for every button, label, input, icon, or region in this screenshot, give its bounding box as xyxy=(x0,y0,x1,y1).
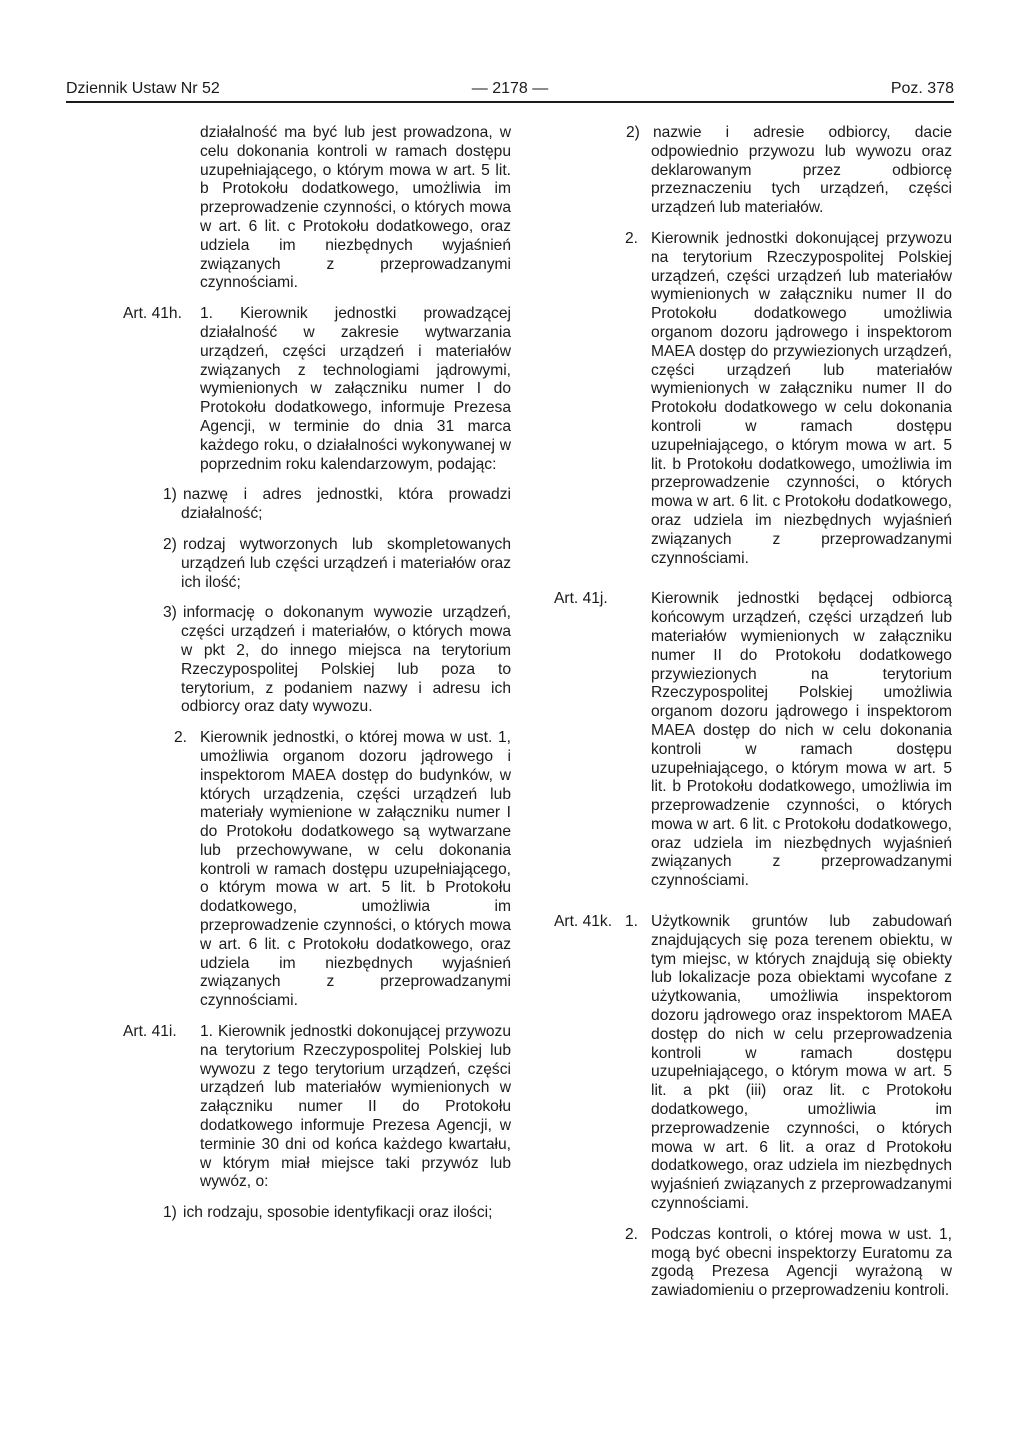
para-text: Kierownik jednostki dokonującej przywozu na terytorium Rzeczypospolitej Polskiej urządzeń, części urządzeń lub materiałów wymienionych w załączniku numer II do Protokołu dodatkowego umożliwia organom dozoru jądrowego i inspektorom MAEA dostęp do przywiezionych urządzeń, części urządzeń lub materiałów wymienionych w załączniku numer II do Protokołu dodatkowego w celu dokonania kontroli w ramach dostępu uzupełniającego, o którym mowa w art. 5 lit. b Protokołu dodatkowego, umożliwia im przeprowadzenie czynności, o których mowa w art. 6 lit. c Protokołu dodatkowego, oraz udziela im niezbędnych wyjaśnień związanych z przeprowadzanymi czynnościami. xyxy=(651,229,952,567)
article-41j xyxy=(548,590,952,891)
article-41h-para2 xyxy=(123,729,511,1011)
para-number: 1. xyxy=(200,1023,214,1041)
para-number: 2. xyxy=(625,1225,639,1243)
intro-text: działalność ma być lub jest prowadzona, w celu dokonania kontroli w ramach dostępu uzupełniającego, o którym mowa w art. 5 lit. b Protokołu dodatkowego, umożliwia im przeprowadzenie czynności, o których mowa w art. 6 lit. c Protokołu dodatkowego, oraz udziela im niezbędnych wyjaśnień związanych z przeprowadzanymi czynnościami. xyxy=(200,124,511,292)
article-41k xyxy=(548,913,952,1214)
para-number: 2. xyxy=(174,729,188,747)
item-text: ich rodzaju, sposobie identyfikacji oraz ilości; xyxy=(183,1204,493,1222)
header-rule xyxy=(66,101,954,103)
article-41i-para1 xyxy=(200,1023,511,1192)
item-number: 1) xyxy=(163,486,177,504)
item-text: informację o dokonanym wywozie urządzeń, części urządzeń i materiałów, o których mowa w pkt 2, do innego miejsca na terytorium Rzeczypospolitej Polskiej lub poza to terytorium, z podaniem nazwy i adresu ich odbiorcy oraz daty wywozu. xyxy=(181,604,511,716)
para-text: Kierownik jednostki prowadzącej działalność w zakresie wytwarzania urządzeń, części urządzeń i materiałów związanych z technologiami jądrowymi, wymienionych w załączniku numer I do Protokołu dodatkowego, informuje Prezesa Agencji, w terminie do dnia 31 marca każdego roku, o działalności wykonywanej w poprzednim roku kalendarzowym, podając: xyxy=(200,305,511,473)
item-number: 1) xyxy=(163,1204,177,1222)
article-41i-items xyxy=(123,1204,511,1223)
article-41k-para2 xyxy=(548,1226,952,1301)
para-text: Podczas kontroli, o której mowa w ust. 1, mogą być obecni inspektorzy Euratomu za zgodą Prezesa Agencji wyrażoną w zawiadomieniu o przeprowadzeniu kontroli. xyxy=(651,1225,952,1300)
journal-title: Dziennik Ustaw Nr 52 xyxy=(66,80,220,97)
article-41h xyxy=(123,305,511,474)
item-number: 3) xyxy=(163,604,177,622)
item-number: 2) xyxy=(163,535,177,553)
item-number: 2) xyxy=(626,124,640,141)
article-41j-label: Art. 41j. xyxy=(554,590,608,608)
para-text: Kierownik jednostki dokonującej przywozu na terytorium Rzeczypospolitej Polskiej lub wywozu z tego terytorium urządzeń, części urządzeń lub materiałów wymienionych w załączniku numer II do Protokołu dodatkowego informuje Prezesa Agencji, w terminie 30 dni od końca każdego kwartału, w którym miał miejsce taki przywóz lub wywóz, o: xyxy=(200,1023,511,1191)
para-text: Kierownik jednostki, o której mowa w ust. 1, umożliwia organom dozoru jądrowego i inspektorom MAEA dostęp do budynków, w których urządzenia, części urządzeń lub materiały wymienione w załączniku numer I do Protokołu dodatkowego są wytwarzane lub przechowywane, w celu dokonania kontroli w ramach dostępu uzupełniającego, o którym mowa w art. 5 lit. b Protokołu dodatkowego, umożliwia im przeprowadzenie czynności, o których mowa w art. 6 lit. c Protokołu dodatkowego, oraz udziela im niezbędnych wyjaśnień związanych z przeprowadzanymi czynnościami. xyxy=(200,729,511,1010)
article-41k-label: Art. 41k. xyxy=(554,913,613,931)
article-41h-para1 xyxy=(200,305,511,474)
list-item xyxy=(123,604,511,717)
article-41i-items-cont xyxy=(548,124,952,218)
list-item xyxy=(123,486,511,524)
para-number: 2. xyxy=(625,229,639,247)
article-41i-label: Art. 41i. xyxy=(123,1023,177,1041)
right-column xyxy=(548,124,952,1313)
continued-paragraph xyxy=(123,124,511,293)
position-number: Poz. 378 xyxy=(890,80,954,97)
page-number: — 2178 — xyxy=(471,80,549,97)
item-text: nazwę i adres jednostki, która prowadzi działalność; xyxy=(181,486,511,523)
para-number: 1. xyxy=(625,913,639,931)
article-41j-text: Kierownik jednostki będącej odbiorcą końcowym urządzeń, części urządzeń lub materiałów wymienionych w załączniku numer II do Protokołu dodatkowego przywiezionych na terytorium Rzeczypospolitej Polskiej umożliwia organom dozoru jądrowego i inspektorom MAEA dostęp do nich w celu dokonania kontroli w ramach dostępu uzupełniającego, o którym mowa w art. 5 lit. b Protokołu dodatkowego, umożliwia im przeprowadzenie czynności, o których mowa w art. 6 lit. c Protokołu dodatkowego, oraz udziela im niezbędnych wyjaśnień związanych z przeprowadzanymi czynnościami. xyxy=(651,590,952,890)
left-column xyxy=(123,124,511,1235)
item-text: rodzaj wytworzonych lub skompletowanych urządzeń lub części urządzeń i materiałów oraz ich ilość; xyxy=(181,535,511,591)
item-text: nazwie i adresie odbiorcy, dacie odpowiednio przywozu lub wywozu oraz deklarowanym przez odbiorcę przeznaczeniu tych urządzeń, części urządzeń lub materiałów. xyxy=(651,124,952,217)
para-number: 1. xyxy=(200,305,214,323)
article-41h-label: Art. 41h. xyxy=(123,305,182,323)
para-text: Użytkownik gruntów lub zabudowań znajdujących się poza terenem obiektu, w tym miejsc, w których znajdują się obiekty lub lokalizacje poza obiektami wycofane z użytkowania, umożliwia inspektorom dozoru jądrowego oraz inspektorom MAEA dostęp do nich w celu przeprowadzenia kontroli w ramach dostępu uzupełniającego, o którym mowa w art. 5 lit. a pkt (iii) oraz lit. c Protokołu dodatkowego, umożliwia im przeprowadzenie czynności, o których mowa w art. 6 lit. a oraz d Protokołu dodatkowego, oraz udziela im niezbędnych wyjaśnień związanych z przeprowadzanymi czynnościami. xyxy=(651,913,952,1213)
list-item xyxy=(548,124,952,218)
list-item xyxy=(123,536,511,592)
article-41i-para2 xyxy=(548,230,952,568)
list-item xyxy=(123,1204,511,1223)
article-41i xyxy=(123,1023,511,1192)
article-41h-items xyxy=(123,486,511,717)
